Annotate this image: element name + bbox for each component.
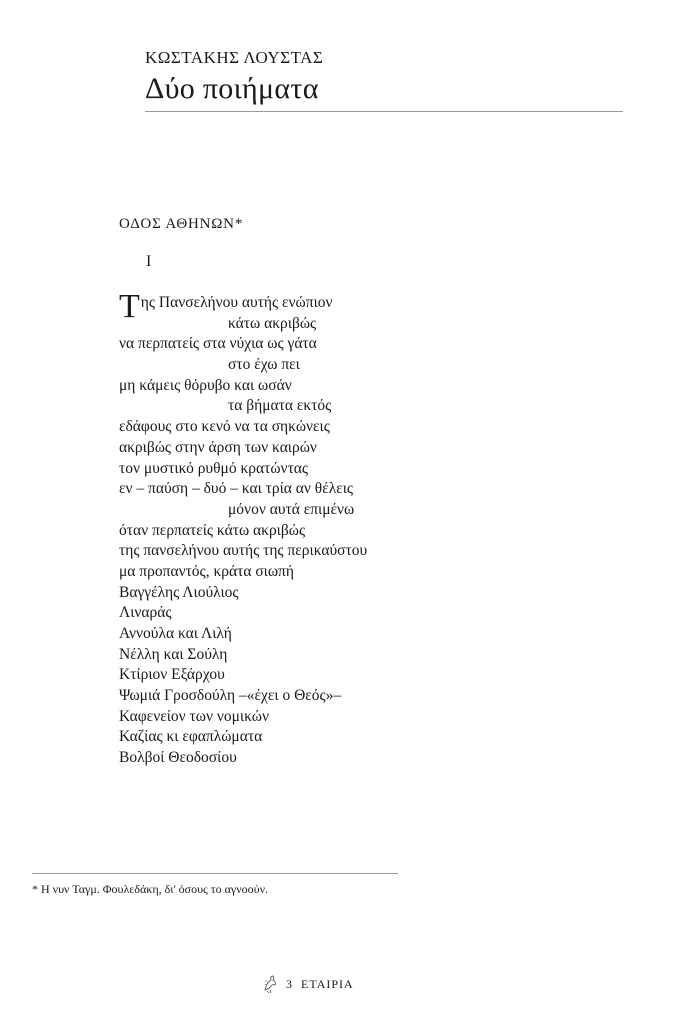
poem-line: Βαγγέλης Λιούλιος (119, 583, 239, 601)
poem-line: τα βήματα εκτός (228, 397, 332, 415)
poem-line: Λιναράς (119, 604, 172, 622)
section-heading: ΟΔΟΣ ΑΘΗΝΩΝ* (119, 216, 244, 232)
poem-line: μόνον αυτά επιμένω (228, 500, 355, 518)
page-number: 3 (286, 976, 293, 991)
poem-line: Κτίριον Εξάρχου (119, 666, 225, 684)
poem-line: Βολβοί Θεοδοσίου (119, 749, 237, 767)
poem-line: Ψωμιά Γροσδούλη –«έχει ο Θεός»– (119, 687, 342, 705)
publisher-name: ΕΤΑΙΡΙΑ (301, 976, 354, 991)
page-title: Δύο ποιήματα (145, 72, 319, 105)
poem-line: εδάφους στο κενό να τα σηκώνεις (119, 418, 330, 436)
poem-line: στο έχω πει (228, 356, 300, 374)
poem-body (119, 288, 499, 769)
poem-line: να περπατείς στα νύχια ως γάτα (119, 335, 317, 353)
footnote: * Η νυν Ταγμ. Φουλεδάκη, δι' όσους το αγνοούν. (32, 882, 269, 896)
poem-line: μα προπαντός, κράτα σιωπή (119, 562, 294, 580)
poem-line: κάτω ακριβώς (228, 314, 317, 332)
poem-line: Νέλλη και Σούλη (119, 645, 228, 663)
poem-line-text: ης Πανσελήνου αυτής ενώπιον (140, 294, 333, 311)
author-name: ΚΩΣΤΑΚΗΣ ΛΟΥΣΤΑΣ (145, 48, 324, 67)
poem-line: τον μυστικό ρυθμό κρατώντας (119, 459, 309, 477)
poem-line: εν – παύση – δυό – και τρία αν θέλεις (119, 480, 354, 498)
poem-line: Αννούλα και Λιλή (119, 625, 232, 642)
footnote-divider (32, 873, 398, 874)
poem-line: της πανσελήνου αυτής της περικαύστου (119, 542, 368, 560)
poem-line: μη κάμεις θόρυβο και ωσάν (119, 376, 292, 394)
title-divider (145, 111, 623, 112)
bird-logo-icon (262, 974, 278, 994)
page-footer (262, 974, 354, 994)
section-numeral: Ι (146, 253, 152, 270)
poem-line: ακριβώς στην άρση των καιρών (119, 438, 317, 456)
poem-line: Καζίας κι εφαπλώματα (119, 728, 263, 746)
poem-lines (119, 314, 499, 769)
poem-line: όταν περπατείς κάτω ακριβώς (119, 521, 306, 539)
poem-line: Καφενείον των νομικών (119, 707, 269, 725)
drop-cap: Τ (119, 288, 140, 325)
